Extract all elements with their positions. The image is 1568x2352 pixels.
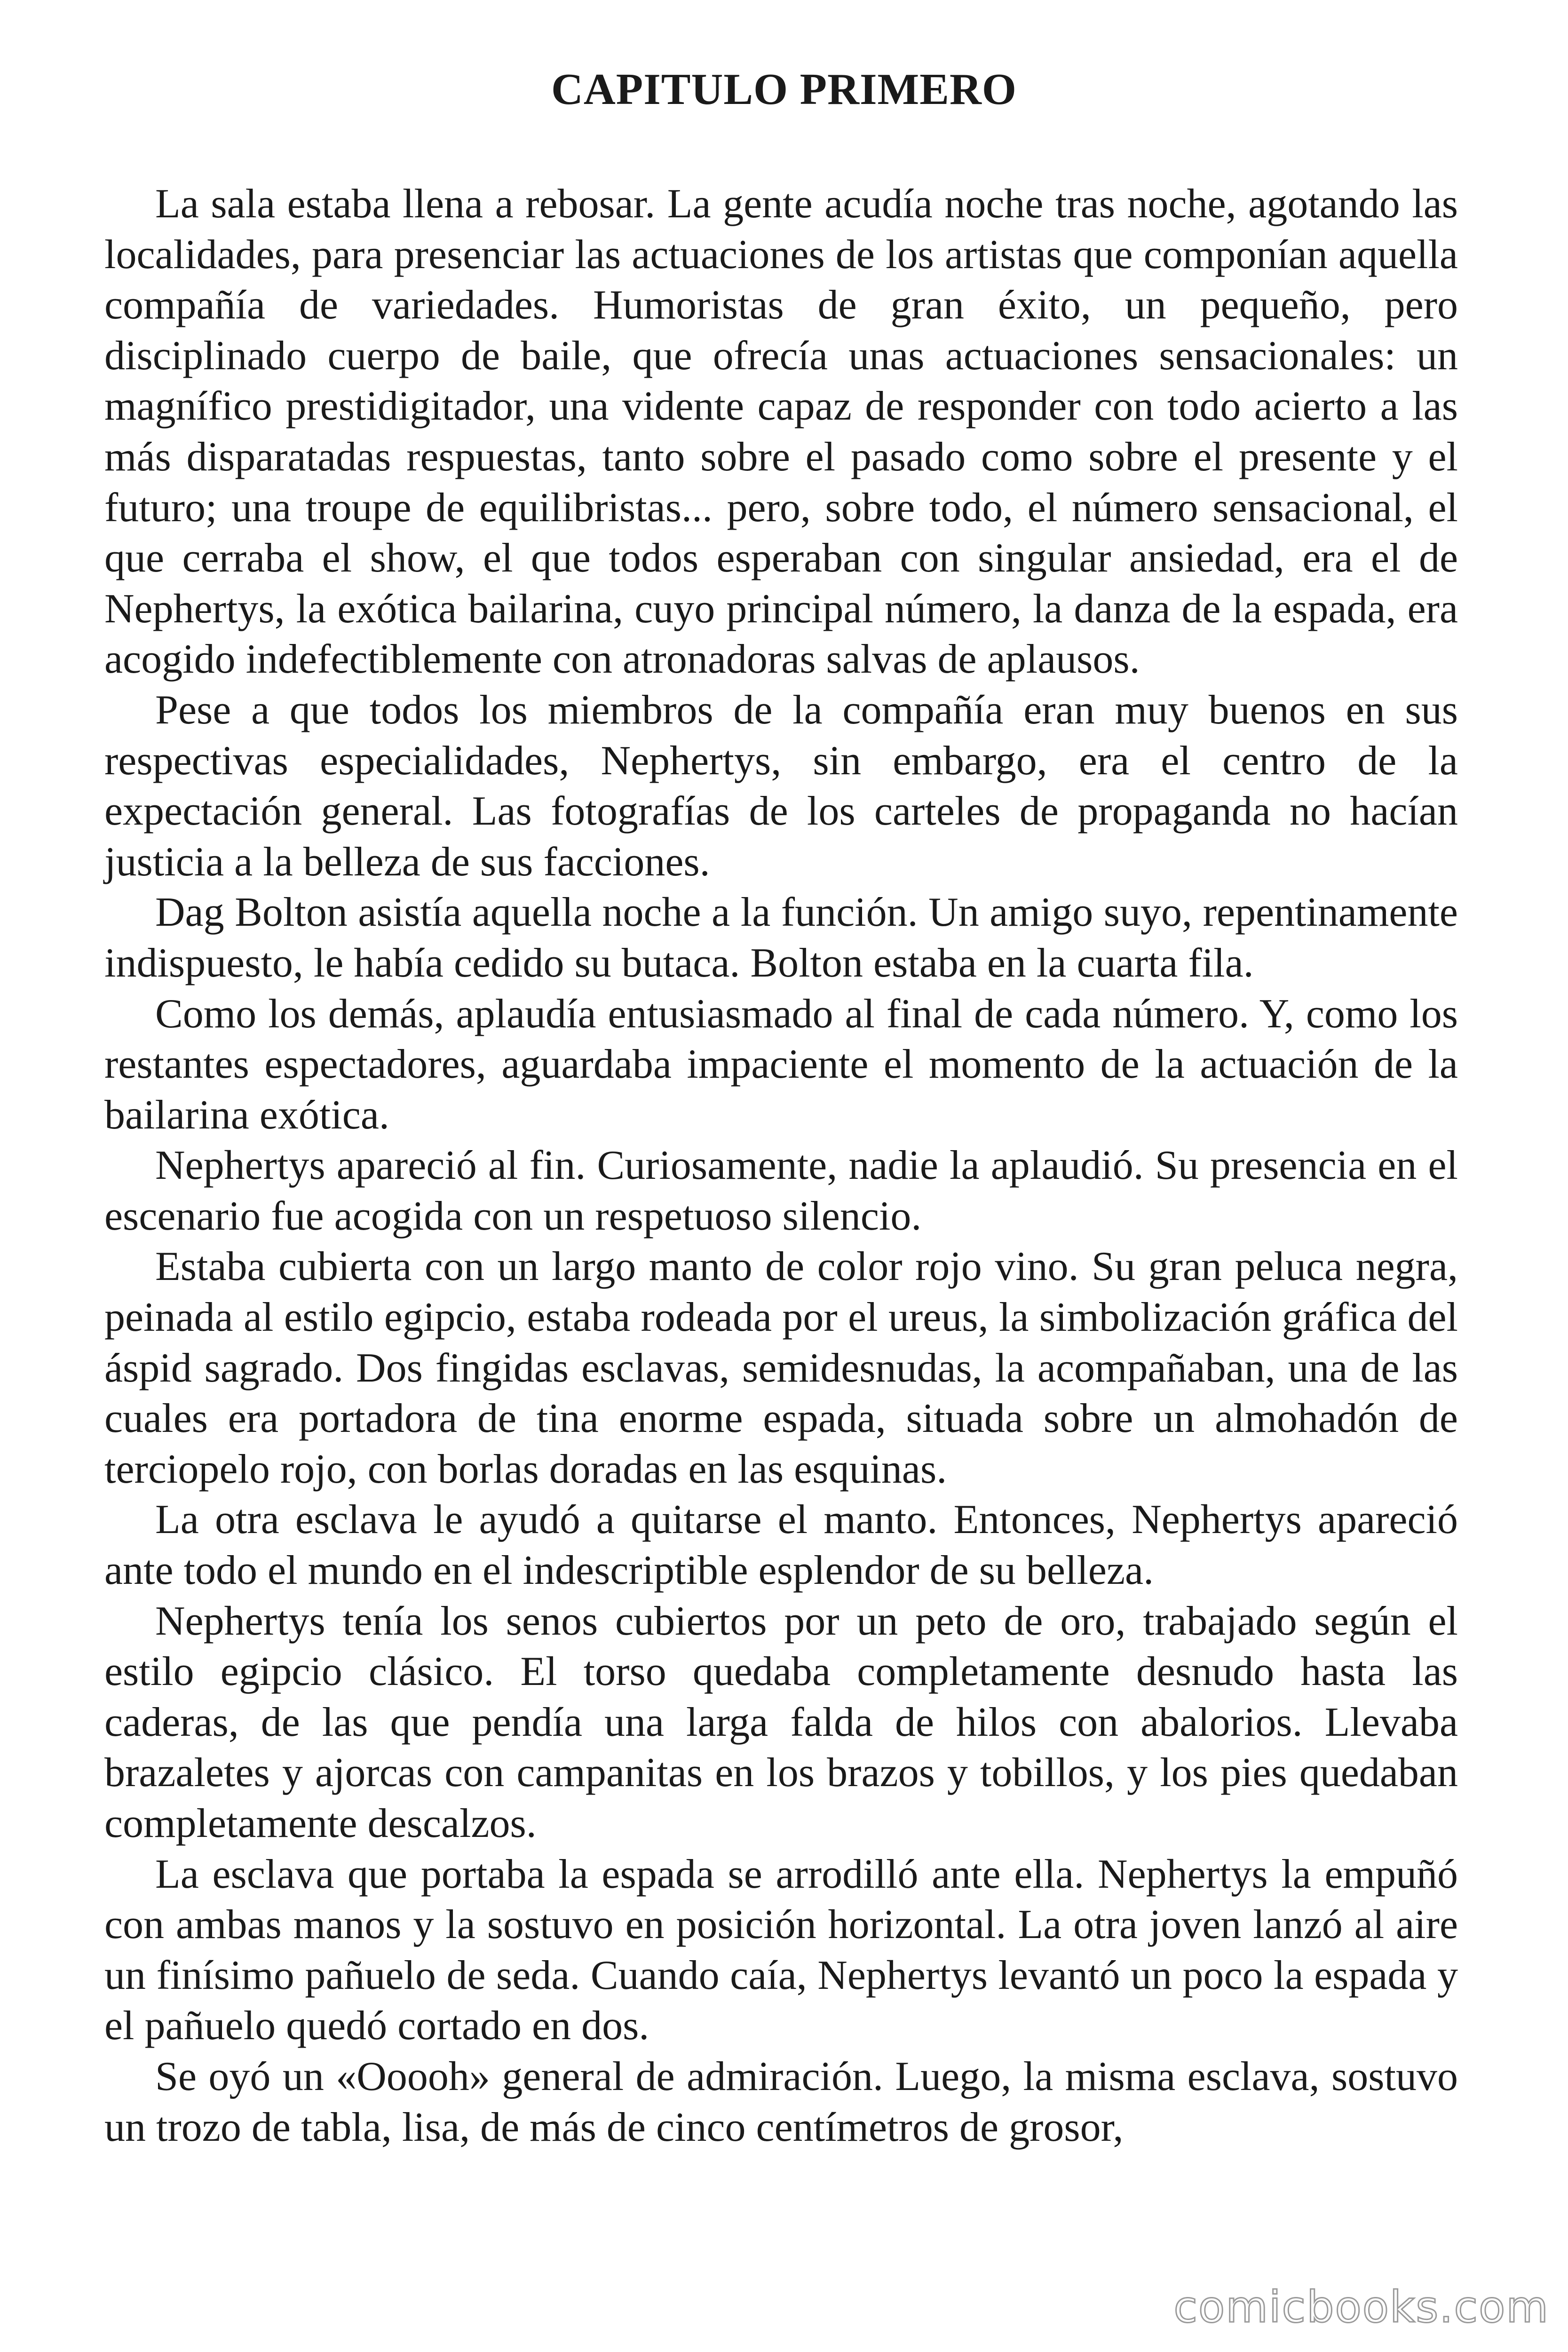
paragraph: La sala estaba llena a rebosar. La gente acudía noche tras noche, agotando las localidades, para presenciar las actuaciones de los artistas que componían aquella compañía de variedades. Humoristas de gran éxito, un pequeño, pero disciplinado cuerpo de baile, que ofrecía unas actuaciones sensacionales: un magnífico prestidigitador, una vidente capaz de responder con todo acierto a las más disparatadas respuestas, tanto sobre el pasado como sobre el presente y el futuro; una troupe de equilibristas... pero, sobre todo, el número sensacional, el que cerraba el show, el que todos esperaban con singular ansiedad, era el de Nephertys, la exótica bailarina, cuyo principal número, la danza de la espada, era acogido indefectiblemente con atronadoras salvas de aplausos. [104,181,1458,683]
paragraph: Se oyó un «Ooooh» general de admiración. Luego, la misma esclava, sostuvo un trozo de tabla, lisa, de más de cinco centímetros de grosor, [104,2053,1458,2150]
paragraph: Nephertys apareció al fin. Curiosamente, nadie la aplaudió. Su presencia en el escenario fue acogida con un respetuoso silencio. [104,1143,1458,1239]
paragraph: Estaba cubierta con un largo manto de color rojo vino. Su gran peluca negra, peinada al estilo egipcio, estaba rodeada por el ureus, la simbolización gráfica del áspid sagrado. Dos fingidas esclavas, semidesnudas, la acompañaban, una de las cuales era portadora de tina enorme espada, situada sobre un almohadón de terciopelo rojo, con borlas doradas en las esquinas. [104,1244,1458,1492]
chapter-title: CAPITULO PRIMERO [551,65,1017,114]
paragraph: Como los demás, aplaudía entusiasmado al final de cada número. Y, como los restantes espectadores, aguardaba impaciente el momento de la actuación de la bailarina exótica. [104,991,1458,1138]
paragraph: Dag Bolton asistía aquella noche a la función. Un amigo suyo, repentinamente indispuesto, le había cedido su butaca. Bolton estaba en la cuarta fila. [104,890,1458,986]
paragraph: Pese a que todos los miembros de la compañía eran muy buenos en sus respectivas especialidades, Nephertys, sin embargo, era el centro de la expectación general. Las fotografías de los carteles de propaganda no hacían justicia a la belleza de sus facciones. [104,687,1458,885]
paragraph: Nephertys tenía los senos cubiertos por un peto de oro, trabajado según el estilo egipcio clásico. El torso quedaba completamente desnudo hasta las caderas, de las que pendía una larga falda de hilos con abalorios. Llevaba brazaletes y ajorcas con campanitas en los brazos y tobillos, y los pies quedaban completamente descalzos. [104,1598,1458,1846]
paragraph: La esclava que portaba la espada se arrodilló ante ella. Nephertys la empuñó con ambas manos y la sostuvo en posición horizontal. La otra joven lanzó al aire un finísimo pañuelo de seda. Cuando caía, Nephertys levantó un poco la espada y el pañuelo quedó cortado en dos. [104,1851,1458,2049]
paragraph: La otra esclava le ayudó a quitarse el manto. Entonces, Nephertys apareció ante todo el mundo en el indescriptible esplendor de su belleza. [104,1497,1458,1594]
watermark: comicbooks.com [1173,2282,1549,2332]
chapter-body [104,179,1458,2153]
